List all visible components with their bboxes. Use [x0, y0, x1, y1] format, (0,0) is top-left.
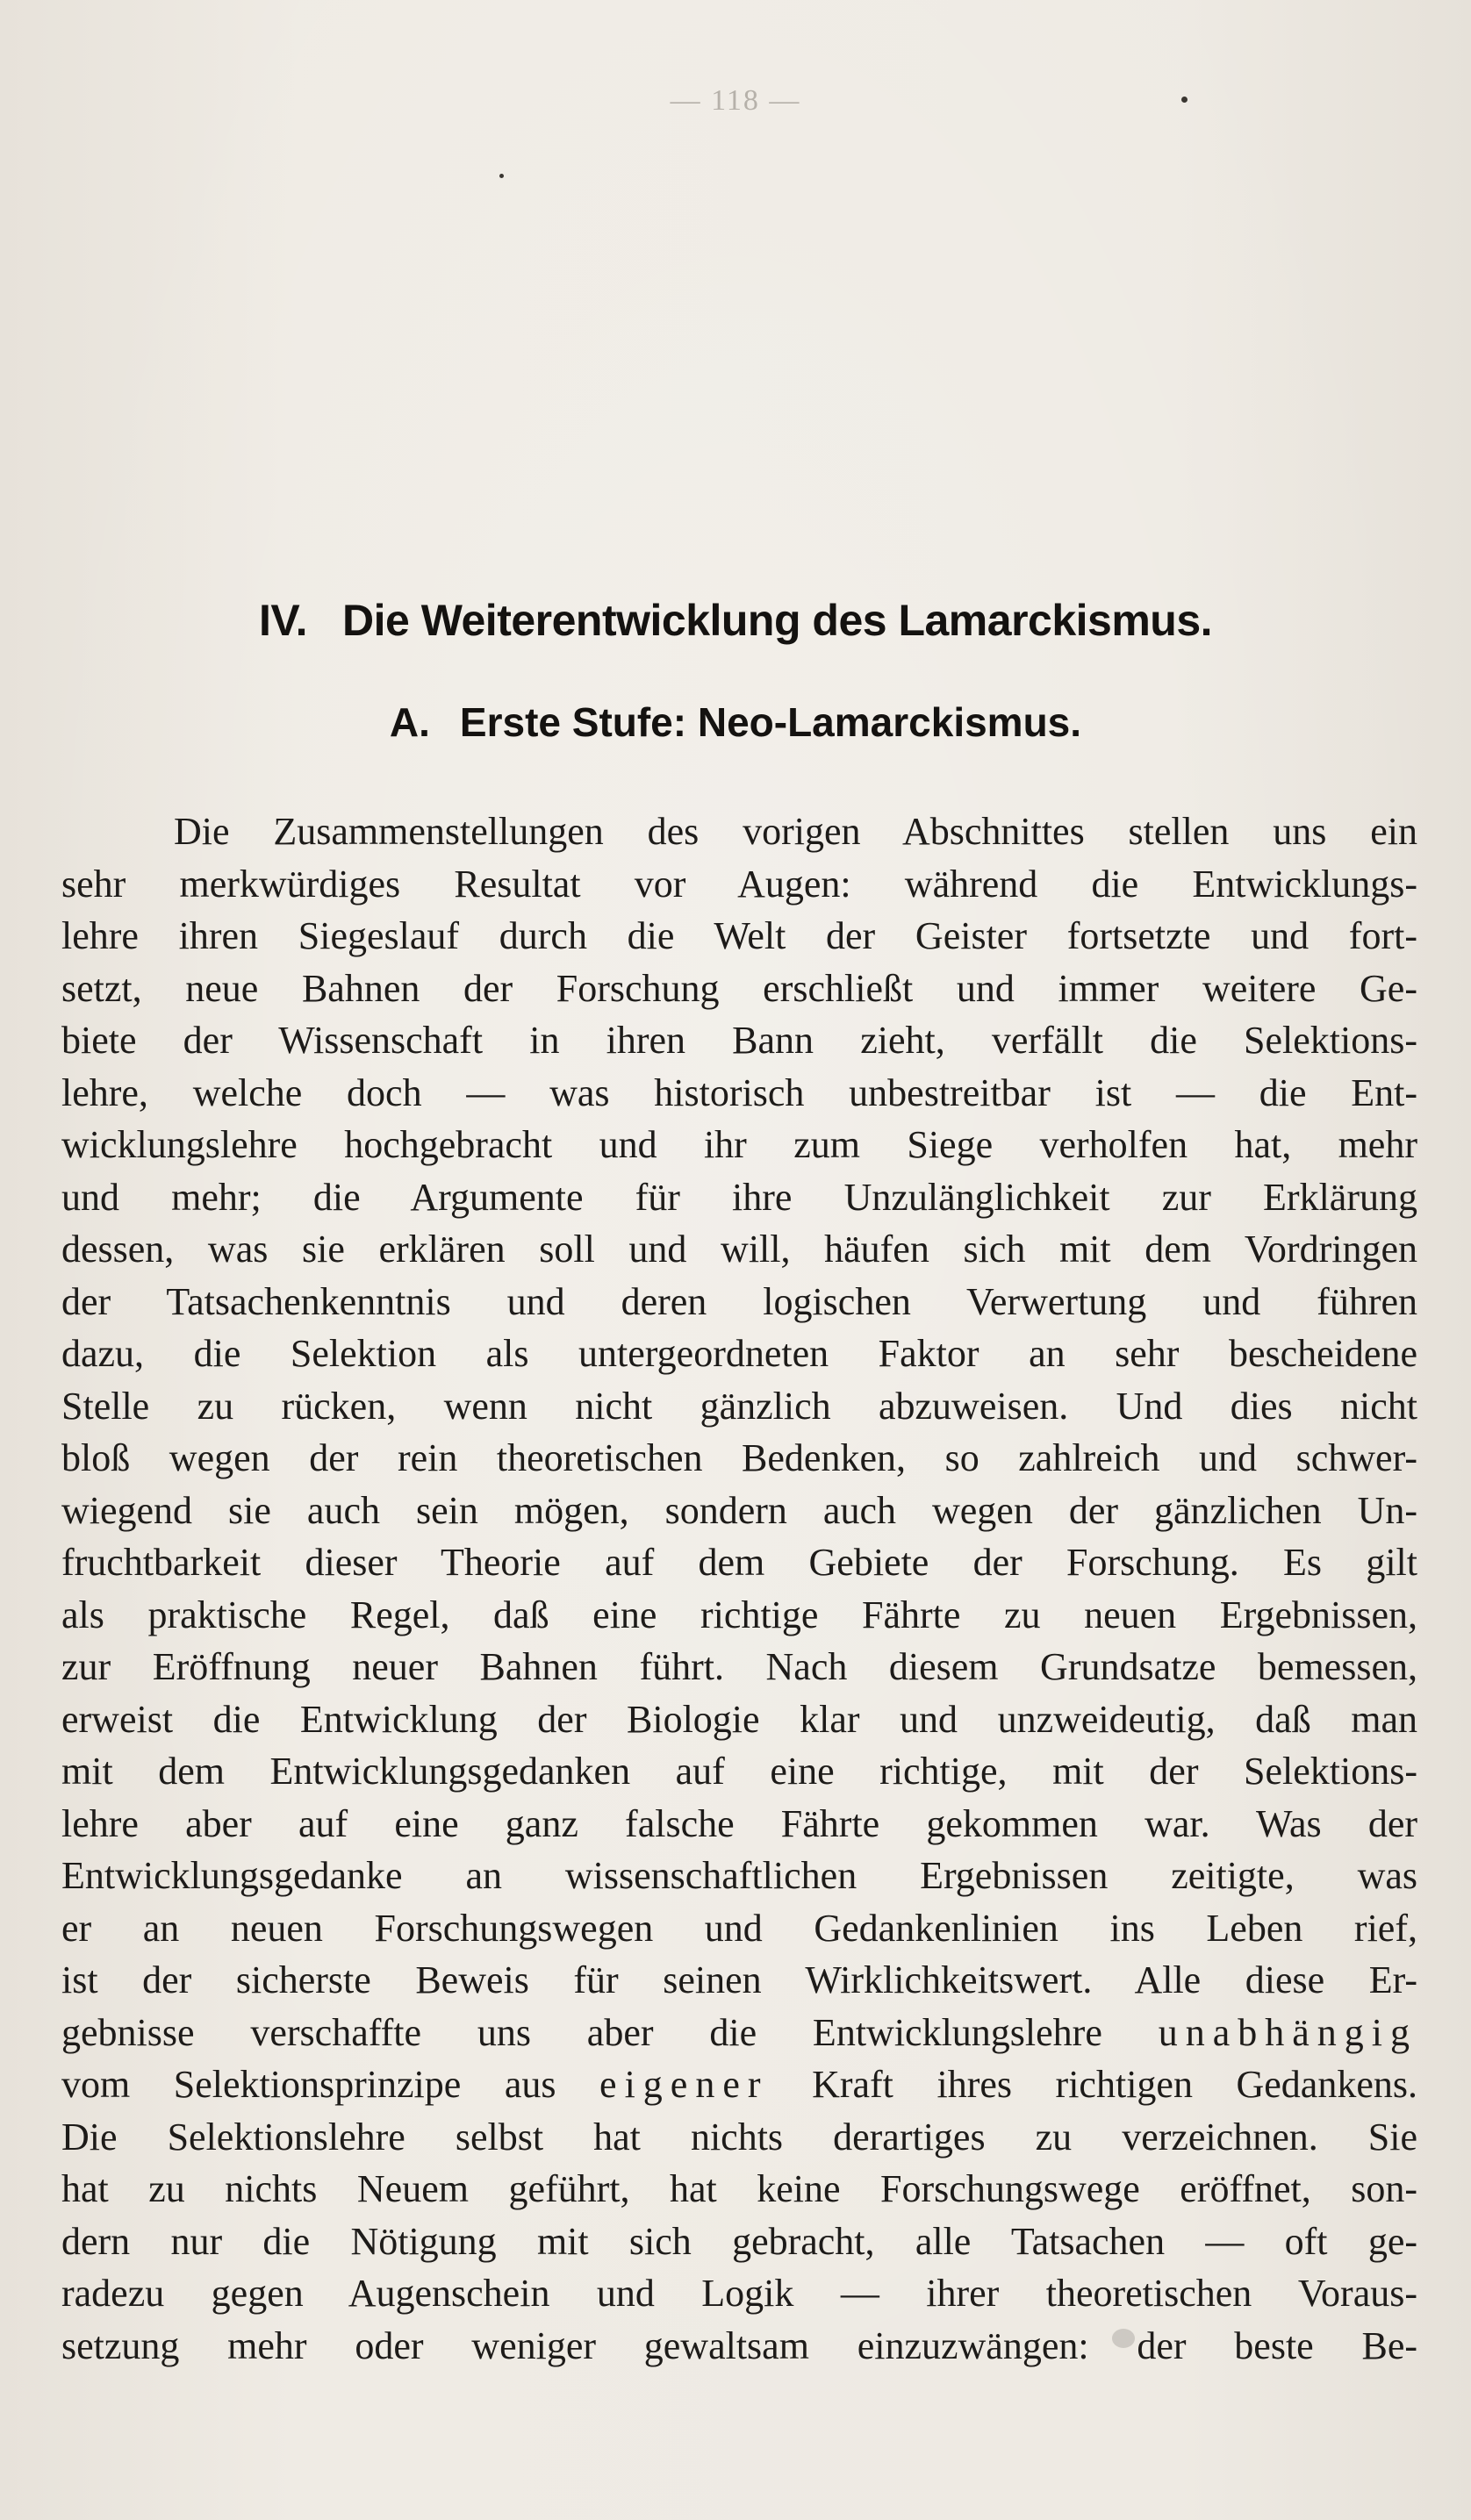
text-line: als praktische Regel, daß eine richtige Fährte zu neuen Ergebnissen, — [61, 1593, 1417, 1636]
section-title: Die Weiterentwicklung des Lamarckismus. — [342, 596, 1213, 645]
text-line: dessen, was sie erklären soll und will, häufen sich mit dem Vordringen — [61, 1228, 1417, 1271]
text-line: bloß wegen der rein theoretischen Bedenken, so zahlreich und schwer- — [61, 1436, 1417, 1479]
text-line: zur Eröffnung neuer Bahnen führt. Nach diesem Grundsatze bemessen, — [61, 1645, 1417, 1688]
line-text: gebnisse verschaffte uns aber die Entwicklungslehre — [61, 2010, 1159, 2054]
text-line: sehr merkwürdiges Resultat vor Augen: während die Entwicklungs- — [61, 862, 1417, 906]
text-line: dern nur die Nötigung mit sich gebracht, alle Tatsachen — oft ge- — [61, 2219, 1417, 2263]
emphasized-word: unabhängig — [1158, 2010, 1417, 2054]
text-line: wiegend sie auch sein mögen, sondern auch wegen der gänzlichen Un- — [61, 1488, 1417, 1532]
text-line: Die Selektionslehre selbst hat nichts derartiges zu verzeichnen. Sie — [61, 2115, 1417, 2158]
body-paragraph — [61, 805, 1417, 2372]
text-line: hat zu nichts Neuem geführt, hat keine Forschungswege eröffnet, son- — [61, 2167, 1417, 2210]
text-line: setzung mehr oder weniger gewaltsam einzuzwängen: der beste Be- — [61, 2323, 1417, 2367]
text-line: lehre, welche doch — was historisch unbestreitbar ist — die Ent- — [61, 1070, 1417, 1114]
text-line: erweist die Entwicklung der Biologie klar und unzweideutig, daß man — [61, 1697, 1417, 1741]
text-line: fruchtbarkeit dieser Theorie auf dem Gebiete der Forschung. Es gilt — [61, 1541, 1417, 1584]
text-line: Entwicklungsgedanke an wissenschaftlichen Ergebnissen zeitigte, was — [61, 1854, 1417, 1897]
text-line: biete der Wissenschaft in ihren Bann zieht, verfällt die Selektions- — [61, 1019, 1417, 1062]
text-line: mit dem Entwicklungsgedanken auf eine richtige, mit der Selektions- — [61, 1750, 1417, 1793]
text-line: Die Zusammenstellungen des vorigen Abschnittes stellen uns ein — [174, 810, 1417, 853]
text-line: der Tatsachenkenntnis und deren logischen Verwertung und führen — [61, 1279, 1417, 1323]
paper-speck — [1112, 2329, 1135, 2348]
section-number: IV. — [258, 596, 307, 645]
text-line: radezu gegen Augenschein und Logik — ihrer theoretischen Voraus- — [61, 2272, 1417, 2315]
subsection-heading — [0, 698, 1471, 746]
text-line: setzt, neue Bahnen der Forschung erschließt und immer weitere Ge- — [61, 966, 1417, 1010]
text-line — [61, 2007, 1417, 2059]
text-line: und mehr; die Argumente für ihre Unzulänglichkeit zur Erklärung — [61, 1175, 1417, 1219]
text-line — [61, 2058, 1417, 2111]
section-heading — [0, 595, 1471, 646]
paper-speck — [1181, 97, 1188, 103]
text-line: ist der sicherste Beweis für seinen Wirklichkeitswert. Alle diese Er- — [61, 1958, 1417, 2001]
emphasized-word: eigener — [599, 2063, 769, 2106]
text-line: er an neuen Forschungswegen und Gedankenlinien ins Leben rief, — [61, 1906, 1417, 1950]
text-line: lehre aber auf eine ganz falsche Fährte gekommen war. Was der — [61, 1801, 1417, 1845]
line-text: vom Selektionsprinzipe aus — [61, 2063, 600, 2106]
text-line: lehre ihren Siegeslauf durch die Welt der Geister fortsetzte und fort- — [61, 914, 1417, 957]
subsection-title: Erste Stufe: Neo-Lamarckismus. — [459, 699, 1082, 745]
line-text: Kraft ihres richtigen Gedankens. — [768, 2063, 1417, 2106]
text-line: wicklungslehre hochgebracht und ihr zum Siege verholfen hat, mehr — [61, 1123, 1417, 1166]
subsection-number: A. — [389, 699, 430, 745]
page-number: — 118 — — [670, 84, 801, 117]
paper-speck — [499, 174, 504, 178]
text-line: dazu, die Selektion als untergeordneten Faktor an sehr bescheidene — [61, 1332, 1417, 1375]
text-line: Stelle zu rücken, wenn nicht gänzlich abzuweisen. Und dies nicht — [61, 1384, 1417, 1428]
